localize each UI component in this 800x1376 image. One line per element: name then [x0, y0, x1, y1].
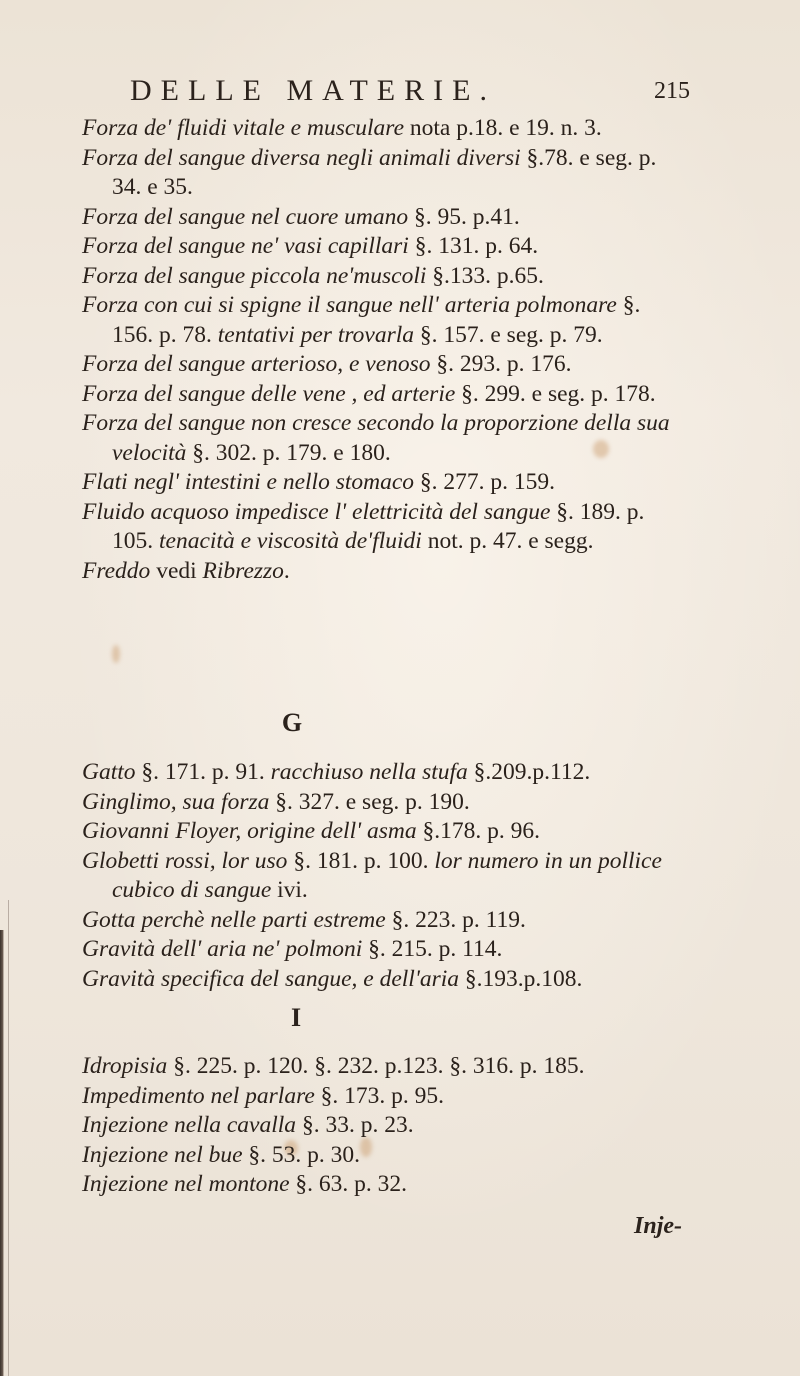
- entry-term: Forza de' fluidi vitale e musculare: [82, 115, 405, 141]
- entry-term: lor numero in un pollice cubico di sangue: [112, 847, 662, 903]
- index-entry: [82, 788, 682, 818]
- entry-reference: §. 225. p. 120. §. 232. p.123. §. 316. p. 185.: [167, 1053, 585, 1079]
- entry-term: Forza con cui si spigne il sangue nell' arteria polmonare: [82, 292, 617, 318]
- entry-reference: §.209.p.112.: [467, 759, 591, 785]
- entry-reference: §. 63. p. 32.: [289, 1171, 408, 1197]
- page-number: 215: [654, 78, 690, 104]
- index-entry: [82, 468, 682, 498]
- index-section-g: [82, 758, 682, 994]
- foxing-stain: [112, 645, 120, 663]
- entry-term: Forza del sangue nel cuore umano: [82, 203, 409, 230]
- index-entry: [82, 817, 682, 847]
- entry-term: racchiuso nella stufa: [270, 759, 468, 785]
- entry-term: Ginglimo, sua forza: [82, 788, 270, 815]
- index-entry: [82, 380, 682, 410]
- entry-reference: §. 157. e seg. p. 79.: [414, 321, 603, 348]
- entry-reference: §. 95. p.41.: [408, 203, 520, 230]
- entry-reference: §.133. p.65.: [426, 262, 544, 289]
- index-entry: [82, 114, 682, 144]
- entry-reference: §.78. e seg. p. 34. e 35.: [112, 144, 657, 200]
- entry-reference: §. 171. p. 91.: [135, 759, 271, 785]
- running-head: [130, 74, 690, 110]
- entry-term: Injezione nel bue: [82, 1141, 243, 1168]
- entry-reference: §. 215. p. 114.: [362, 936, 503, 962]
- entry-reference: not. p. 47. e segg.: [421, 528, 594, 554]
- entry-reference: §. 131. p. 64.: [408, 233, 539, 259]
- entry-term: tenacità e viscosità de'fluidi: [159, 528, 422, 554]
- gutter-line: [8, 900, 9, 1376]
- entry-term: Injezione nel montone: [82, 1171, 290, 1197]
- index-entry: [82, 291, 682, 350]
- index-entry: [82, 935, 682, 965]
- spine-edge: [0, 930, 4, 1376]
- index-entry: [82, 758, 682, 788]
- index-entry: [82, 350, 682, 380]
- entry-term: Fluido acquoso impedisce l' elettricità del sangue: [82, 498, 551, 525]
- section-letter-g: G: [281, 708, 303, 737]
- entry-reference: §. 293. p. 176.: [430, 351, 572, 377]
- entry-reference: §. 156. p. 78.: [112, 292, 641, 348]
- entry-reference: nota p.18. e 19. n. 3.: [404, 115, 602, 141]
- entry-term: Flati negl' intestini e nello stomaco: [82, 469, 415, 495]
- entry-reference: §. 53. p. 30.: [242, 1141, 361, 1168]
- index-entry: [82, 203, 682, 233]
- entry-reference: §. 302. p. 179. e 180.: [186, 439, 391, 466]
- index-entry: [82, 1052, 682, 1082]
- entry-reference: §. 223. p. 119.: [385, 906, 526, 933]
- entry-term: Gatto: [82, 759, 136, 785]
- entry-term: Forza del sangue diversa negli animali diversi: [82, 144, 521, 171]
- index-entry: [82, 498, 682, 557]
- catchword: Inje-: [634, 1213, 682, 1239]
- index-entry: [82, 1170, 682, 1200]
- entry-reference: §. 173. p. 95.: [314, 1082, 445, 1109]
- index-entry: [82, 409, 682, 468]
- entry-term: Forza del sangue arterioso, e venoso: [82, 351, 431, 377]
- entry-reference: ivi.: [271, 877, 308, 903]
- index-entry: [82, 847, 682, 906]
- entry-term: tentativi per trovarla: [217, 321, 414, 348]
- entry-term: Forza del sangue delle vene , ed arterie: [82, 380, 456, 407]
- entry-term: Freddo: [82, 557, 151, 584]
- index-section-i: [82, 1052, 682, 1200]
- entry-term: Forza del sangue ne' vasi capillari: [82, 233, 409, 259]
- entry-reference: §. 277. p. 159.: [414, 469, 556, 495]
- running-title: DELLE MATERIE.: [130, 74, 496, 107]
- entry-term: Globetti rossi, lor uso: [82, 847, 288, 874]
- index-entry: [82, 1082, 682, 1112]
- section-letter-i: I: [290, 1003, 302, 1032]
- entry-term: Forza del sangue non cresce secondo la proporzione della sua velocità: [82, 410, 670, 466]
- entry-reference: .: [283, 557, 290, 584]
- entry-term: Injezione nella cavalla: [82, 1112, 297, 1138]
- entry-term: Ribrezzo: [202, 557, 284, 584]
- entry-reference: §. 181. p. 100.: [287, 847, 435, 874]
- entry-reference: §.178. p. 96.: [416, 818, 541, 844]
- index-section-f: [82, 114, 682, 586]
- entry-term: Impedimento nel parlare: [82, 1082, 315, 1109]
- index-entry: [82, 557, 682, 587]
- entry-term: Gravità dell' aria ne' polmoni: [82, 936, 363, 962]
- entry-term: Giovanni Floyer, origine dell' asma: [82, 818, 417, 844]
- index-entry: [82, 1141, 682, 1171]
- entry-reference: §. 189. p. 105.: [112, 498, 645, 554]
- index-entry: [82, 232, 682, 262]
- entry-term: Gotta perchè nelle parti estreme: [82, 906, 386, 933]
- entry-reference: §.193.p.108.: [459, 965, 583, 992]
- index-entry: [82, 965, 682, 995]
- index-entry: [82, 262, 682, 292]
- entry-reference: vedi: [150, 557, 203, 584]
- index-entry: [82, 1111, 682, 1141]
- index-entry: [82, 906, 682, 936]
- entry-reference: §. 327. e seg. p. 190.: [269, 788, 470, 815]
- index-entry: [82, 144, 682, 203]
- entry-term: Forza del sangue piccola ne'muscoli: [82, 262, 427, 289]
- entry-term: Gravità specifica del sangue, e dell'aria: [82, 965, 460, 992]
- entry-reference: §. 299. e seg. p. 178.: [455, 380, 656, 407]
- entry-term: Idropisia: [82, 1053, 168, 1079]
- entry-reference: §. 33. p. 23.: [296, 1112, 414, 1138]
